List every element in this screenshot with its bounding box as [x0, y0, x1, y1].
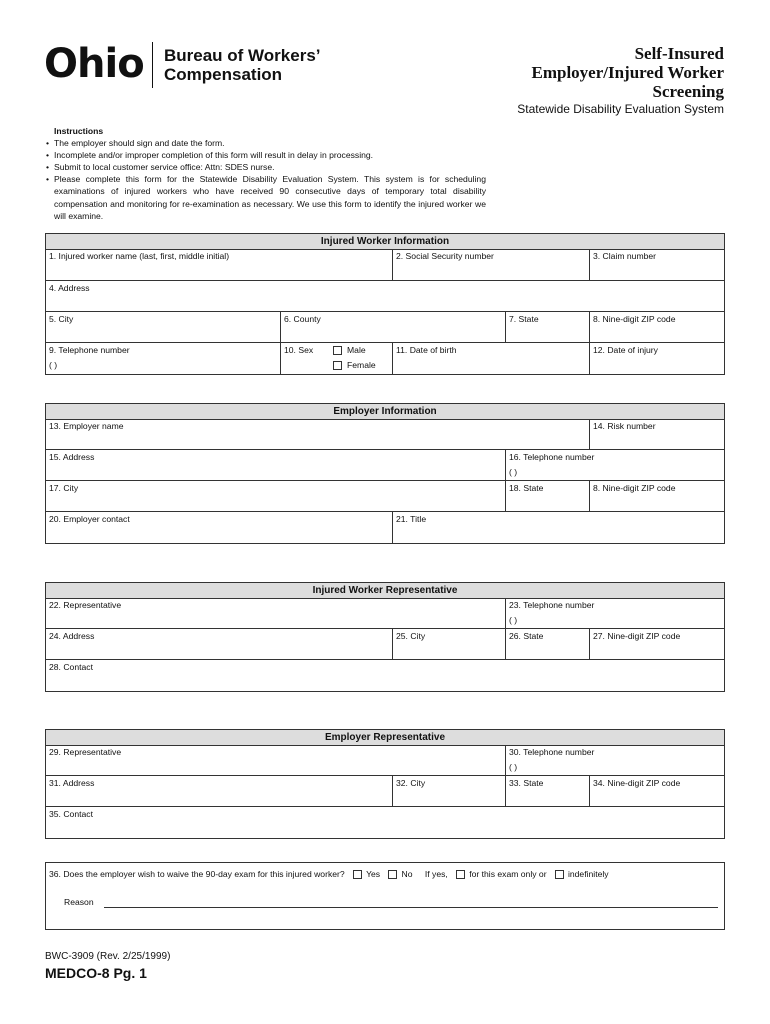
field-label: 12. Date of injury — [593, 345, 658, 355]
field-label: 9. Telephone number — [49, 345, 130, 355]
field-label: 4. Address — [49, 283, 90, 293]
no-label: No — [401, 869, 413, 879]
field-label: 32. City — [396, 778, 426, 788]
injured-worker-heading: Injured Worker Information — [46, 234, 724, 250]
worker-rep-address-field[interactable] — [46, 629, 393, 660]
field-label: 13. Employer name — [49, 421, 124, 431]
area-code-parens: ( ) — [509, 615, 518, 625]
instructions-heading: Instructions — [54, 126, 104, 136]
employer-section — [45, 403, 725, 544]
field-label: 25. City — [396, 631, 426, 641]
worker-rep-heading: Injured Worker Representative — [46, 583, 724, 599]
employer-state-field[interactable] — [506, 481, 590, 512]
employer-rep-contact-field[interactable] — [46, 807, 724, 838]
female-label: Female — [347, 360, 376, 370]
employer-rep-state-field[interactable] — [506, 776, 590, 807]
male-label: Male — [347, 345, 366, 355]
female-option[interactable] — [333, 360, 376, 370]
worker-rep-state-field[interactable] — [506, 629, 590, 660]
employer-rep-name-field[interactable] — [46, 745, 506, 776]
date-of-birth-field[interactable] — [393, 343, 590, 374]
waive-exam-question-line — [49, 869, 609, 879]
field-label: 30. Telephone number — [509, 747, 595, 757]
field-label: 21. Title — [396, 514, 427, 524]
field-label: 27. Nine-digit ZIP code — [593, 631, 681, 641]
risk-number-field[interactable] — [590, 419, 724, 450]
field-label: 23. Telephone number — [509, 600, 595, 610]
male-checkbox[interactable] — [333, 346, 342, 355]
form-title-line-2: Employer/Injured Worker — [531, 63, 724, 82]
employer-contact-field[interactable] — [46, 512, 393, 543]
employer-address-field[interactable] — [46, 450, 506, 481]
worker-zip-field[interactable] — [590, 312, 724, 343]
field-label: 26. State — [509, 631, 544, 641]
employer-rep-city-field[interactable] — [393, 776, 506, 807]
bureau-line-2: Compensation — [164, 65, 283, 84]
ssn-field[interactable] — [393, 249, 590, 281]
field-label: 11. Date of birth — [396, 345, 457, 355]
field-label: 15. Address — [49, 452, 95, 462]
field-label: 18. State — [509, 483, 544, 493]
injured-worker-name-field[interactable] — [46, 249, 393, 281]
field-label: 20. Employer contact — [49, 514, 130, 524]
employer-rep-zip-field[interactable] — [590, 776, 724, 807]
worker-sex-field — [281, 343, 393, 374]
worker-rep-section — [45, 582, 725, 692]
employer-name-field[interactable] — [46, 419, 590, 450]
ohio-logo: Ohio — [44, 41, 144, 87]
field-label: 22. Representative — [49, 600, 122, 610]
yes-checkbox[interactable] — [353, 870, 362, 879]
instructions-list — [46, 137, 486, 222]
instruction-item: • Incomplete and/or improper completion of this form will result in delay in processing. — [54, 149, 486, 161]
area-code-parens: ( ) — [509, 467, 518, 477]
form-title-line-3: Screening — [652, 82, 724, 101]
this-exam-only-label: for this exam only or — [469, 869, 547, 879]
area-code-parens: ( ) — [49, 360, 58, 370]
employer-zip-field[interactable] — [590, 481, 724, 512]
logo-divider — [152, 42, 153, 88]
no-checkbox[interactable] — [388, 870, 397, 879]
reason-input-line[interactable] — [104, 907, 718, 908]
waive-exam-question: 36. Does the employer wish to waive the 90-day exam for this injured worker? — [49, 869, 345, 879]
field-label: 24. Address — [49, 631, 95, 641]
employer-rep-heading: Employer Representative — [46, 730, 724, 746]
date-of-injury-field[interactable] — [590, 343, 724, 374]
field-label: 8. Nine-digit ZIP code — [593, 483, 676, 493]
worker-rep-city-field[interactable] — [393, 629, 506, 660]
field-label: 8. Nine-digit ZIP code — [593, 314, 676, 324]
field-label: 28. Contact — [49, 662, 93, 672]
field-label: 6. County — [284, 314, 321, 324]
worker-rep-contact-field[interactable] — [46, 660, 724, 691]
bureau-name — [164, 46, 321, 84]
worker-rep-name-field[interactable] — [46, 598, 506, 629]
field-label: 17. City — [49, 483, 79, 493]
field-label: 16. Telephone number — [509, 452, 595, 462]
field-label: 14. Risk number — [593, 421, 656, 431]
employer-phone-field[interactable] — [506, 450, 724, 481]
worker-state-field[interactable] — [506, 312, 590, 343]
worker-city-field[interactable] — [46, 312, 281, 343]
field-label: 1. Injured worker name (last, first, middle initial) — [49, 251, 230, 261]
page-label: MEDCO-8 Pg. 1 — [45, 965, 147, 981]
field-label: 5. City — [49, 314, 74, 324]
instructions — [46, 125, 486, 222]
if-yes-label: If yes, — [424, 869, 448, 879]
male-option[interactable] — [333, 345, 366, 355]
field-label: 34. Nine-digit ZIP code — [593, 778, 681, 788]
worker-rep-phone-field[interactable] — [506, 598, 724, 629]
worker-address-field[interactable] — [46, 281, 724, 312]
form-subtitle: Statewide Disability Evaluation System — [517, 102, 724, 116]
reason-label: Reason — [64, 897, 94, 907]
indefinitely-label: indefinitely — [567, 869, 609, 879]
instruction-item: • The employer should sign and date the form. — [54, 137, 486, 149]
waive-exam-section — [45, 862, 725, 930]
employer-heading: Employer Information — [46, 404, 724, 420]
field-label: 35. Contact — [49, 809, 93, 819]
worker-phone-field[interactable] — [46, 343, 281, 374]
field-label: 3. Claim number — [593, 251, 657, 261]
instruction-item: • Please complete this form for the Statewide Disability Evaluation System. This system is for scheduling examinations of injured workers who have received 90 consecutive days of temporary total disability compensation and monitoring for re-examination as necessary. We use this form to identify the injured worker we will examine. — [54, 173, 486, 221]
yes-label: Yes — [366, 869, 381, 879]
worker-county-field[interactable] — [281, 312, 506, 343]
field-label: 29. Representative — [49, 747, 122, 757]
employer-rep-address-field[interactable] — [46, 776, 393, 807]
employer-rep-phone-field[interactable] — [506, 745, 724, 776]
indefinitely-checkbox[interactable] — [555, 870, 564, 879]
bureau-line-1: Bureau of Workers’ — [164, 46, 321, 65]
worker-rep-zip-field[interactable] — [590, 629, 724, 660]
area-code-parens: ( ) — [509, 762, 518, 772]
employer-city-field[interactable] — [46, 481, 506, 512]
field-label: 31. Address — [49, 778, 95, 788]
injured-worker-section — [45, 233, 725, 375]
female-checkbox[interactable] — [333, 361, 342, 370]
form-code: BWC-3909 (Rev. 2/25/1999) — [45, 951, 171, 962]
employer-rep-section — [45, 729, 725, 839]
employer-title-field[interactable] — [393, 512, 724, 543]
form-title-line-1: Self-Insured — [634, 44, 724, 63]
field-label: 7. State — [509, 314, 539, 324]
form-title — [531, 44, 724, 101]
field-label: 2. Social Security number — [396, 251, 494, 261]
claim-number-field[interactable] — [590, 249, 724, 281]
field-label: 33. State — [509, 778, 544, 788]
instruction-item: • Submit to local customer service office: Attn: SDES nurse. — [54, 161, 486, 173]
field-label: 10. Sex — [284, 345, 314, 355]
this-exam-only-checkbox[interactable] — [456, 870, 465, 879]
